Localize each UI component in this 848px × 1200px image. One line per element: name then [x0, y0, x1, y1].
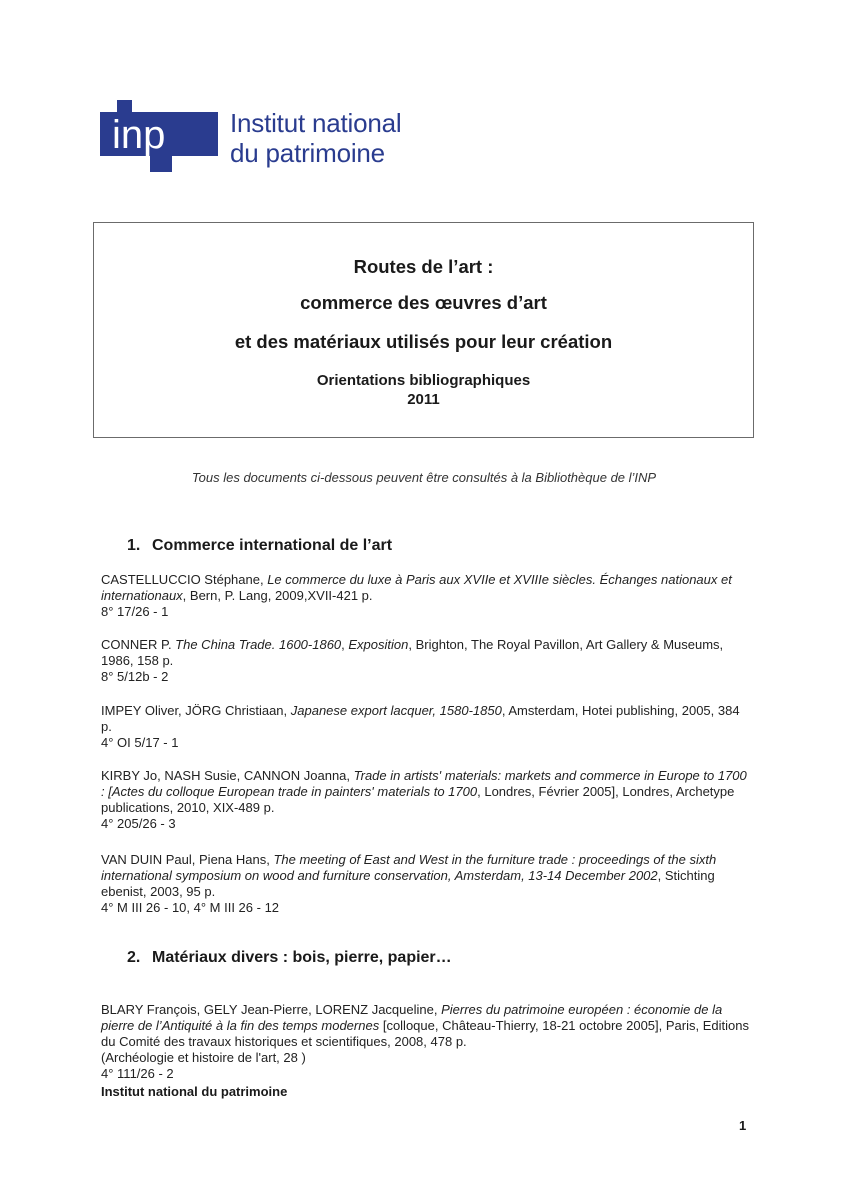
bibliography-entry — [101, 572, 751, 620]
entry-authors: KIRBY Jo, NASH Susie, CANNON Joanna, — [101, 768, 354, 783]
section-heading — [127, 537, 392, 555]
entry-call-number: 4° 111/26 - 2 — [101, 1066, 174, 1081]
section-title: Matériaux divers : bois, pierre, papier… — [152, 949, 452, 966]
document-title-line-3: et des matériaux utilisés pour leur création — [234, 331, 613, 352]
document-title: Routes de l’art : — [353, 256, 494, 277]
document-subtitle: Orientations bibliographiques — [316, 372, 531, 389]
entry-publication: , Stichting ebenist, 2003, 95 p. — [101, 868, 715, 899]
entry-authors: VAN DUIN Paul, Piena Hans, — [101, 852, 274, 867]
inp-logo — [100, 100, 430, 175]
logo-line-1: Institut national — [230, 108, 402, 138]
entry-publication: , Bern, P. Lang, 2009,XVII-421 p. — [182, 588, 373, 603]
entry-title: Le commerce du luxe à Paris aux XVIIe et XVIIIe siècles. Échanges nationaux et internationaux — [101, 572, 732, 603]
bibliography-entry — [101, 703, 751, 751]
entry-publication: [colloque, Château-Thierry, 18-21 octobre 2005], Paris, Editions du Comité des travaux historiques et scientifiques, 2008, 478 p. — [101, 1018, 749, 1049]
entry-title-2: Exposition — [348, 637, 409, 652]
footer-organization: Institut national du patrimoine — [101, 1084, 288, 1099]
bibliography-entry — [101, 768, 751, 832]
section-heading — [127, 949, 452, 967]
entry-authors: IMPEY Oliver, JÖRG Christiaan, — [101, 703, 291, 718]
entry-authors: BLARY François, GELY Jean-Pierre, LORENZ Jacqueline, — [101, 1002, 442, 1017]
entry-title: Trade in artists' materials: markets and commerce in Europe to 1700 : [Actes du colloque European trade in painters' materials to 1700 — [101, 768, 747, 799]
bibliography-entry: CONNER P. The China Trade. 1600-1860, Exposition, Brighton, The Royal Pavillon, Art Gallery & Museums, 1986, 158 p. 8° 5/12b - 2 — [101, 637, 724, 684]
entry-title: Pierres du patrimoine européen : économie de la pierre de l’Antiquité à la fin des temps modernes — [101, 1002, 723, 1033]
section-title: Commerce international de l’art — [152, 537, 393, 554]
entry-publication: , Amsterdam, Hotei publishing, 2005, 384 p. — [101, 703, 740, 734]
entry-publication: , Brighton, The Royal Pavillon, Art Gallery & Museums, 1986, 158 p. — [101, 637, 724, 668]
document-title-line-2: commerce des œuvres d’art — [300, 292, 547, 313]
entry-title: The China Trade. 1600-1860 — [175, 637, 342, 652]
bibliography-entry — [101, 1002, 751, 1082]
logo-mark-text: inp — [112, 113, 166, 157]
page-number: 1 — [739, 1118, 747, 1133]
availability-note: Tous les documents ci-dessous peuvent être consultés à la Bibliothèque de l’INP — [191, 470, 657, 485]
entry-call-number: 4° M III 26 - 10, 4° M III 26 - 12 — [101, 900, 280, 915]
inp-logo-mark — [100, 100, 220, 172]
entry-authors: CASTELLUCCIO Stéphane, — [101, 572, 268, 587]
entry-call-number: 8° 5/12b - 2 — [101, 669, 169, 684]
entry-title: The meeting of East and West in the furniture trade : proceedings of the sixth international symposium on wood and furniture conservation, Amsterdam, 13-14 December 2002 — [101, 852, 717, 883]
bibliography-entry — [101, 852, 751, 916]
section-number: 1. — [127, 537, 141, 554]
entry-title: Japanese export lacquer, 1580-1850 — [290, 703, 502, 718]
entry-call-number: 8° 17/26 - 1 — [101, 604, 169, 619]
title-box — [93, 222, 754, 438]
section-number: 2. — [127, 949, 141, 966]
entry-series: (Archéologie et histoire de l'art, 28 ) — [101, 1050, 306, 1065]
entry-call-number: 4° 205/26 - 3 — [101, 816, 176, 831]
logo-wordmark — [230, 108, 402, 168]
document-year: 2011 — [407, 391, 440, 408]
entry-call-number: 4° OI 5/17 - 1 — [101, 735, 179, 750]
entry-authors: CONNER P. — [101, 637, 176, 652]
logo-line-2: du patrimoine — [230, 138, 385, 168]
entry-publication: , Londres, Février 2005], Londres, Archetype publications, 2010, XIX-489 p. — [101, 784, 735, 815]
